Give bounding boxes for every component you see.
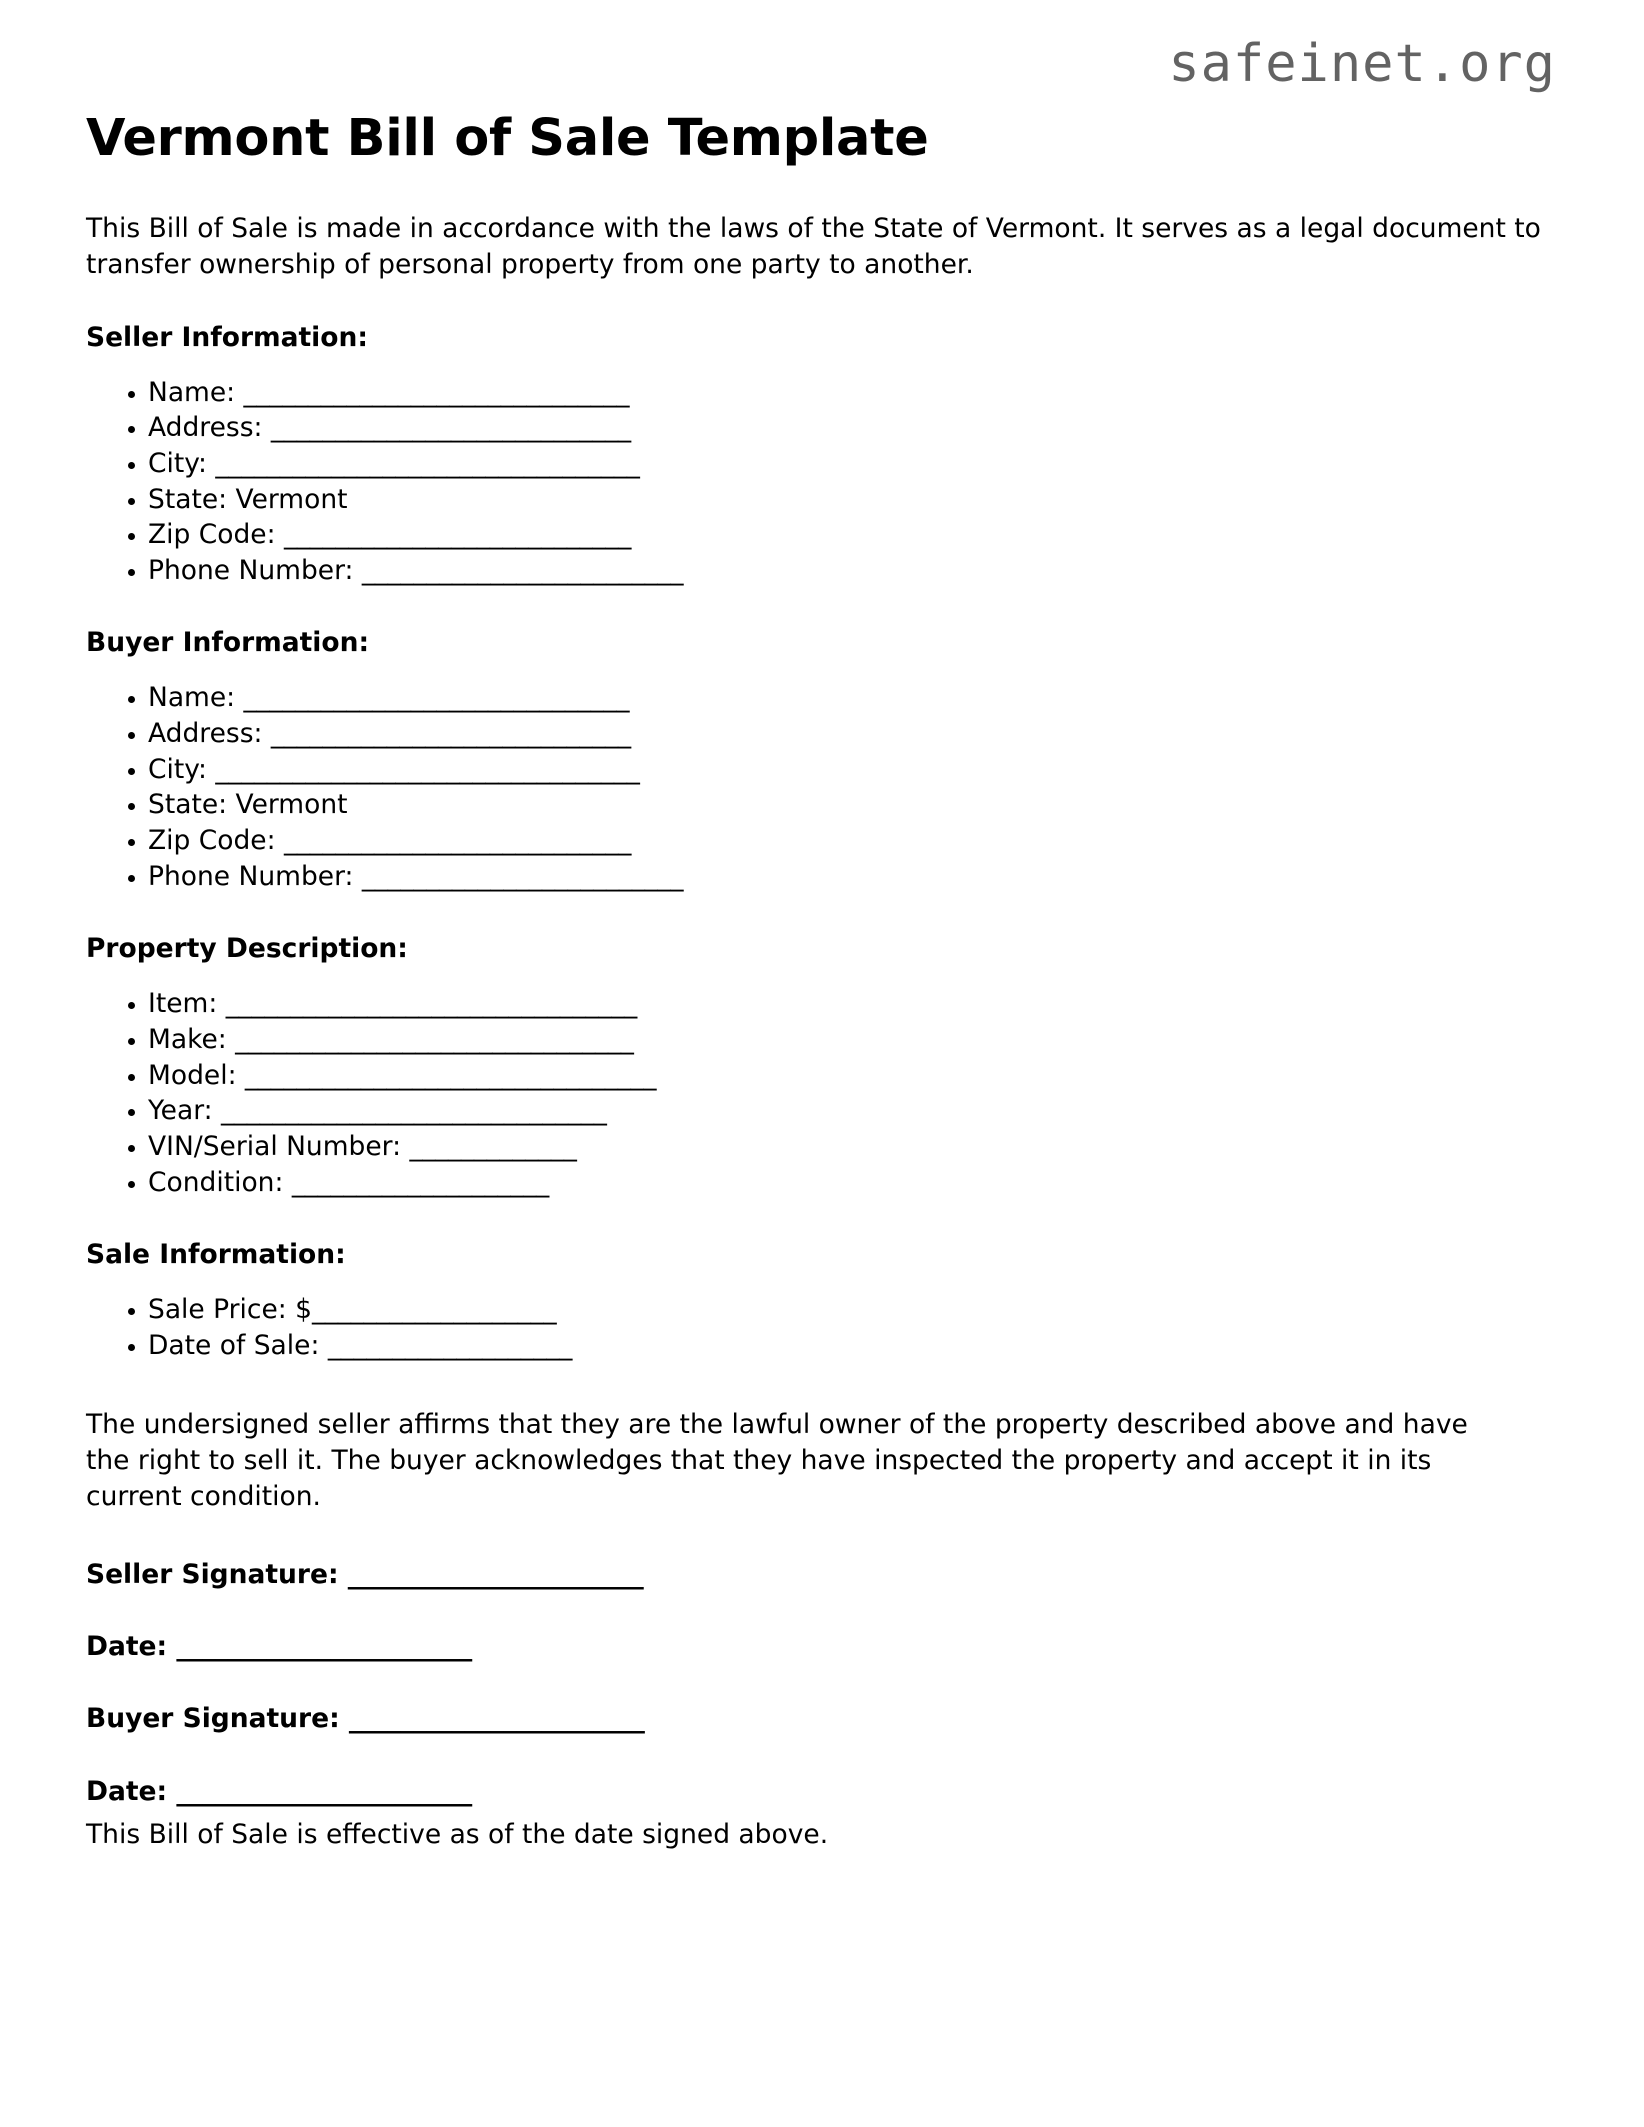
section-heading-sale: Sale Information: — [86, 1239, 346, 1271]
field-blank[interactable]: ___________________________ — [283, 519, 631, 551]
field-label: Phone Number: — [148, 554, 362, 586]
list-item — [86, 716, 1558, 752]
list-item — [86, 482, 1558, 518]
field-blank[interactable]: ______________________________ — [221, 1095, 607, 1127]
list-item — [86, 410, 1558, 446]
list-item — [86, 752, 1558, 788]
property-field-list — [86, 964, 1558, 1200]
field-blank[interactable]: ________________________________ — [244, 1059, 657, 1091]
list-item — [86, 1022, 1558, 1058]
seller-field-list — [86, 353, 1558, 589]
field-blank[interactable]: ___________________ — [327, 1329, 572, 1361]
field-label: Item: — [148, 988, 226, 1020]
field-label: Zip Code: — [148, 519, 284, 551]
seller-signature-line — [86, 1558, 1558, 1630]
signature-block — [86, 1558, 1558, 1810]
list-item — [86, 1058, 1558, 1094]
field-blank[interactable]: _______________________________ — [235, 1023, 634, 1055]
field-blank[interactable]: _________________________________ — [215, 753, 640, 785]
buyer-date-line — [86, 1775, 1558, 1809]
field-label: State: Vermont — [148, 789, 348, 821]
sale-field-list — [86, 1270, 1558, 1363]
list-item — [86, 1292, 1558, 1328]
buyer-date-blank[interactable]: _______________________ — [176, 1775, 472, 1807]
list-item — [86, 1328, 1558, 1364]
seller-date-blank[interactable]: _______________________ — [176, 1630, 472, 1662]
field-label: Year: — [148, 1095, 221, 1127]
seller-signature-label: Seller Signature: — [86, 1558, 348, 1590]
seller-date-label: Date: — [86, 1630, 177, 1662]
seller-signature-blank[interactable]: _______________________ — [347, 1558, 644, 1590]
buyer-signature-label: Buyer Signature: — [86, 1703, 349, 1735]
field-blank[interactable]: ________________________________ — [225, 988, 637, 1020]
field-label: Condition: — [148, 1166, 292, 1198]
field-label: VIN/Serial Number: — [148, 1130, 410, 1162]
field-label: Phone Number: — [148, 860, 362, 892]
list-item — [86, 517, 1558, 553]
site-watermark: safeinet.org — [1168, 34, 1556, 94]
seller-date-line — [86, 1630, 1558, 1702]
field-label: Zip Code: — [148, 825, 284, 857]
list-item — [86, 1165, 1558, 1201]
field-label: Model: — [148, 1059, 245, 1091]
list-item — [86, 1093, 1558, 1129]
list-item — [86, 375, 1558, 411]
list-item — [86, 553, 1558, 589]
field-label: Name: — [148, 376, 244, 408]
buyer-field-list — [86, 658, 1558, 894]
list-item — [86, 446, 1558, 482]
list-item — [86, 859, 1558, 895]
affirmation-paragraph: The undersigned seller affirms that they are the lawful owner of the property described above and have the right to sell it. The buyer acknowledges that they have inspected the property and accept it in its current condition. — [86, 1409, 1468, 1513]
field-blank[interactable]: ____________________ — [291, 1166, 549, 1198]
section-heading-buyer: Buyer Information: — [86, 627, 370, 659]
intro-paragraph: This Bill of Sale is made in accordance with the laws of the State of Vermont. It serves as a legal document to transfer ownership of personal property from one party to another. — [86, 212, 1541, 280]
field-blank[interactable]: _____________ — [409, 1130, 577, 1162]
effective-date-note: This Bill of Sale is effective as of the date signed above. — [86, 1819, 829, 1851]
field-blank[interactable]: _________________________ — [361, 860, 684, 892]
buyer-date-label: Date: — [86, 1775, 177, 1807]
field-label: Date of Sale: — [148, 1329, 328, 1361]
page-title: Vermont Bill of Sale Template — [86, 109, 929, 168]
field-blank[interactable]: _________________________ — [361, 554, 684, 586]
field-label: Name: — [148, 682, 244, 714]
field-label: City: — [148, 753, 216, 785]
section-heading-seller: Seller Information: — [86, 321, 368, 353]
field-label: State: Vermont — [148, 483, 348, 515]
field-label: City: — [148, 447, 216, 479]
field-label: Make: — [148, 1023, 236, 1055]
field-blank[interactable]: ___________________________ — [283, 825, 631, 857]
field-blank[interactable]: ______________________________ — [243, 682, 630, 714]
list-item — [86, 1129, 1558, 1165]
list-item — [86, 680, 1558, 716]
buyer-signature-line — [86, 1702, 1558, 1774]
list-item — [86, 986, 1558, 1022]
list-item — [86, 823, 1558, 859]
field-blank[interactable]: ____________________________ — [270, 412, 631, 444]
field-label: Address: — [148, 412, 271, 444]
field-blank[interactable]: _________________________________ — [215, 447, 640, 479]
field-blank[interactable]: ___________________ — [312, 1294, 557, 1326]
list-item — [86, 787, 1558, 823]
section-heading-property: Property Description: — [86, 933, 408, 965]
field-blank[interactable]: ____________________________ — [270, 718, 631, 750]
field-blank[interactable]: ______________________________ — [243, 376, 630, 408]
buyer-signature-blank[interactable]: _______________________ — [348, 1703, 645, 1735]
field-label: Sale Price: $ — [148, 1294, 313, 1326]
field-label: Address: — [148, 718, 271, 750]
